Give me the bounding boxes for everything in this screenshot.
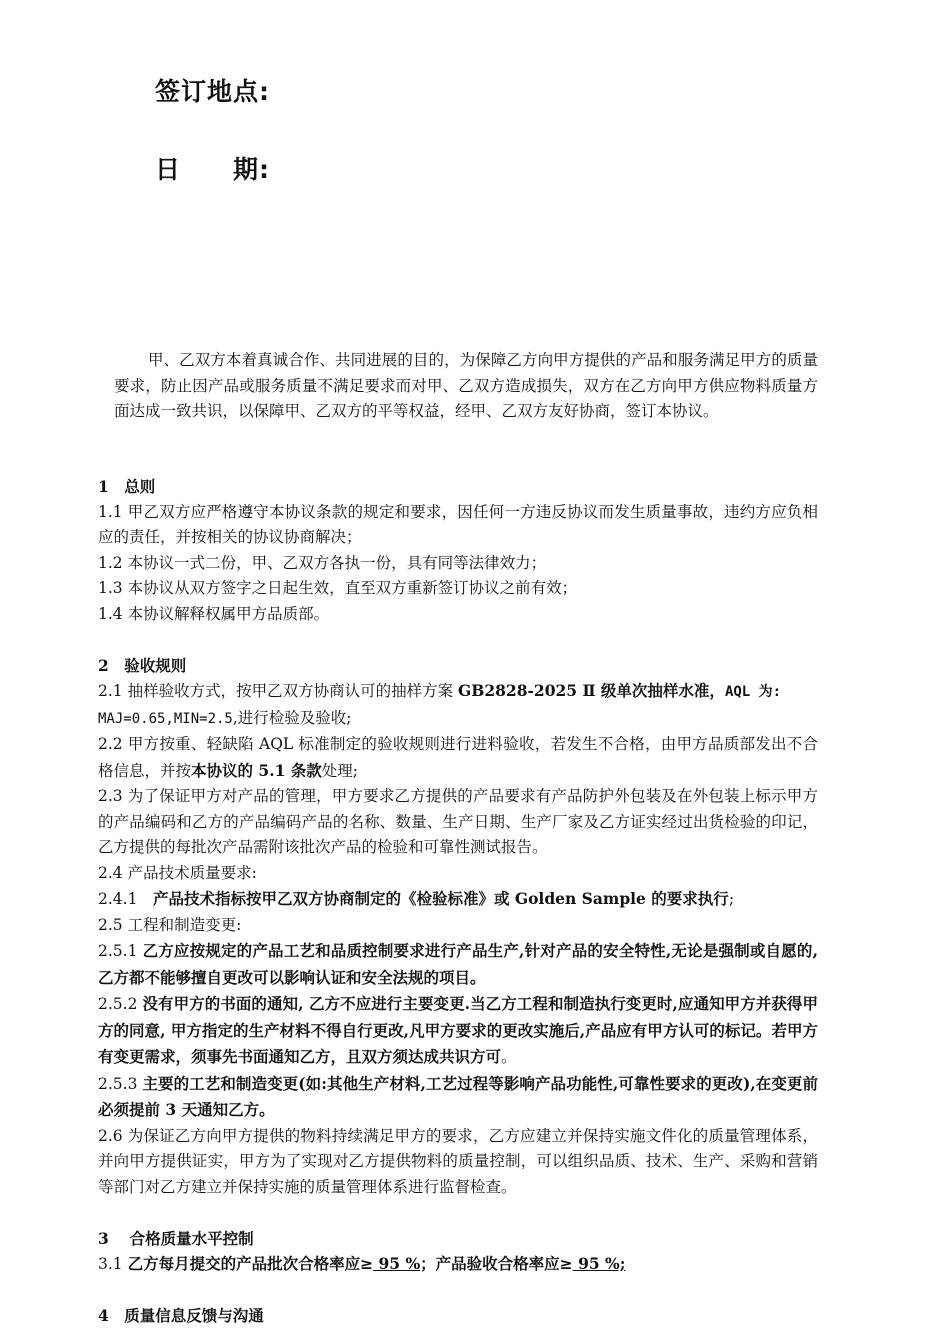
clause-1-4: 1.4 本协议解释权属甲方品质部。 <box>98 604 330 623</box>
clause-2-1-aql-label: AQL 为: <box>724 684 782 700</box>
clause-2-5-1 <box>98 938 818 991</box>
section-4-title: 4 质量信息反馈与沟通 <box>98 1306 264 1325</box>
clause-2-5-2-end: 。 <box>501 1048 517 1066</box>
date-label-suffix: 期: <box>233 155 271 184</box>
clause-2-5-2-num: 2.5.2 <box>98 995 143 1013</box>
clause-3-1-num: 3.1 <box>98 1255 128 1273</box>
clause-2-1-standard: GB2828-2025 Ⅱ 级单次抽样水准， <box>458 681 725 700</box>
clause-2-4-1-end: ; <box>728 890 735 908</box>
batch-pass-rate-value: 95 % <box>373 1254 421 1273</box>
clause-2-5-2 <box>98 991 818 1071</box>
clause-2-1-aql-values: MAJ=0.65,MIN=2.5 <box>98 710 233 727</box>
clause-2-2 <box>98 732 818 784</box>
clause-2-4: 2.4 产品技术质量要求: <box>98 863 257 882</box>
clause-2-2-ref: 本协议的 5.1 条款 <box>191 760 322 780</box>
clause-2-5-3-text: 主要的工艺和制造变更(如:其他生产材料,工艺过程等影响产品功能性,可靠性要求的更改),在变更前必须提前 3 天通知乙方。 <box>98 1073 818 1119</box>
clause-2-4-1-text: 产品技术指标按甲乙双方协商制定的《检验标准》或 Golden Sample 的要求执行 <box>152 889 729 908</box>
clause-3-1-text-a: 乙方每月提交的产品批次合格率应≥ <box>127 1254 374 1273</box>
date-label <box>155 150 270 186</box>
clause-2-6: 2.6 为保证乙方向甲方提供的物料持续满足甲方的要求，乙方应建立并保持实施文件化的质量管理体系，并向甲方提供证实，甲方为了实现对乙方提供物料的质量控制，可以组织品质、技术、生产、采购和营销等部门对乙方建立并保持实施的质量管理体系进行监督检查。 <box>98 1126 818 1196</box>
intro-block <box>98 348 818 425</box>
intro-paragraph: 甲、乙双方本着真诚合作、共同进展的目的，为保障乙方向甲方提供的产品和服务满足甲方的质量要求，防止因产品或服务质量不满足要求而对甲、乙双方造成损失，双方在乙方向甲方供应物料质量方面达成一致共识，以保障甲、乙双方的平等权益，经甲、乙双方友好协商，签订本协议。 <box>114 351 818 420</box>
acceptance-pass-rate-value: 95 %; <box>572 1254 626 1273</box>
section-1-title: 1 总则 <box>98 477 156 496</box>
clause-2-4-1 <box>98 886 818 913</box>
clause-2-1-text: 2.1 抽样验收方式，按甲乙双方协商认可的抽样方案 <box>98 682 459 700</box>
clause-3-1-text-b: ；产品验收合格率应≥ <box>420 1254 573 1273</box>
section-3-title: 3 合格质量水平控制 <box>98 1228 254 1248</box>
clause-1-2: 1.2 本协议一式二份，甲、乙双方各执一份，具有同等法律效力； <box>98 553 547 572</box>
clause-2-5-1-text: 乙方应按规定的产品工艺和品质控制要求进行产品生产,针对产品的安全特性,无论是强制或自愿的, 乙方都不能够擅自更改可以影响认证和安全法规的项目。 <box>98 941 818 987</box>
section-2-title: 2 验收规则 <box>98 655 187 675</box>
signing-place-text: 签订地点: <box>155 77 270 106</box>
clause-1-1: 1.1 甲乙双方应严格遵守本协议条款的规定和要求，因任何一方违反协议而发生质量事故，违约方应负相应的责任，并按相关的协议协商解决； <box>98 502 818 546</box>
signing-place-label <box>155 72 270 108</box>
clause-2-3: 2.3 为了保证甲方对产品的管理，甲方要求乙方提供的产品要求有产品防护外包装及在外包装上标示甲方的产品编码和乙方的产品编码产品的名称、数量、生产日期、生产厂家及乙方证实经过出货检验的印记，乙方提供的每批次产品需附该批次产品的检验和可靠性测试报告。 <box>98 787 818 856</box>
clause-2-1 <box>98 678 818 732</box>
date-label-char: 日 <box>155 155 182 184</box>
clause-2-2-end: 处理; <box>321 761 359 780</box>
clause-1-3: 1.3 本协议从双方签字之日起生效，直至双方重新签订协议之前有效； <box>98 579 578 597</box>
clause-2-5: 2.5 工程和制造变更: <box>98 915 242 934</box>
clause-2-5-2-text: 没有甲方的书面的通知, 乙方不应进行主要变更.当乙方工程和制造执行变更时,应通知甲方并获得甲方的同意, 甲方指定的生产材料不得自行更改,凡甲方要求的更改实施后,产品应有甲方认可的标记。若甲方有变更需求，须事先书面通知乙方，且双方须达成共识方可 <box>98 994 818 1066</box>
clause-2-5-3 <box>98 1071 818 1124</box>
clause-2-4-1-num: 2.4.1 <box>98 890 153 908</box>
clause-2-5-3-num: 2.5.3 <box>98 1074 143 1093</box>
clause-2-1-end: ,进行检验及验收; <box>232 708 352 727</box>
agreement-body <box>98 474 818 1329</box>
clause-2-5-1-num: 2.5.1 <box>98 942 143 960</box>
clause-2-2-text: 2.2 甲方按重、轻缺陷 AQL 标准制定的验收规则进行进料验收，若发生不合格，由甲方品质部发出不合格信息，并按 <box>98 735 818 780</box>
clause-3-1 <box>98 1251 818 1278</box>
